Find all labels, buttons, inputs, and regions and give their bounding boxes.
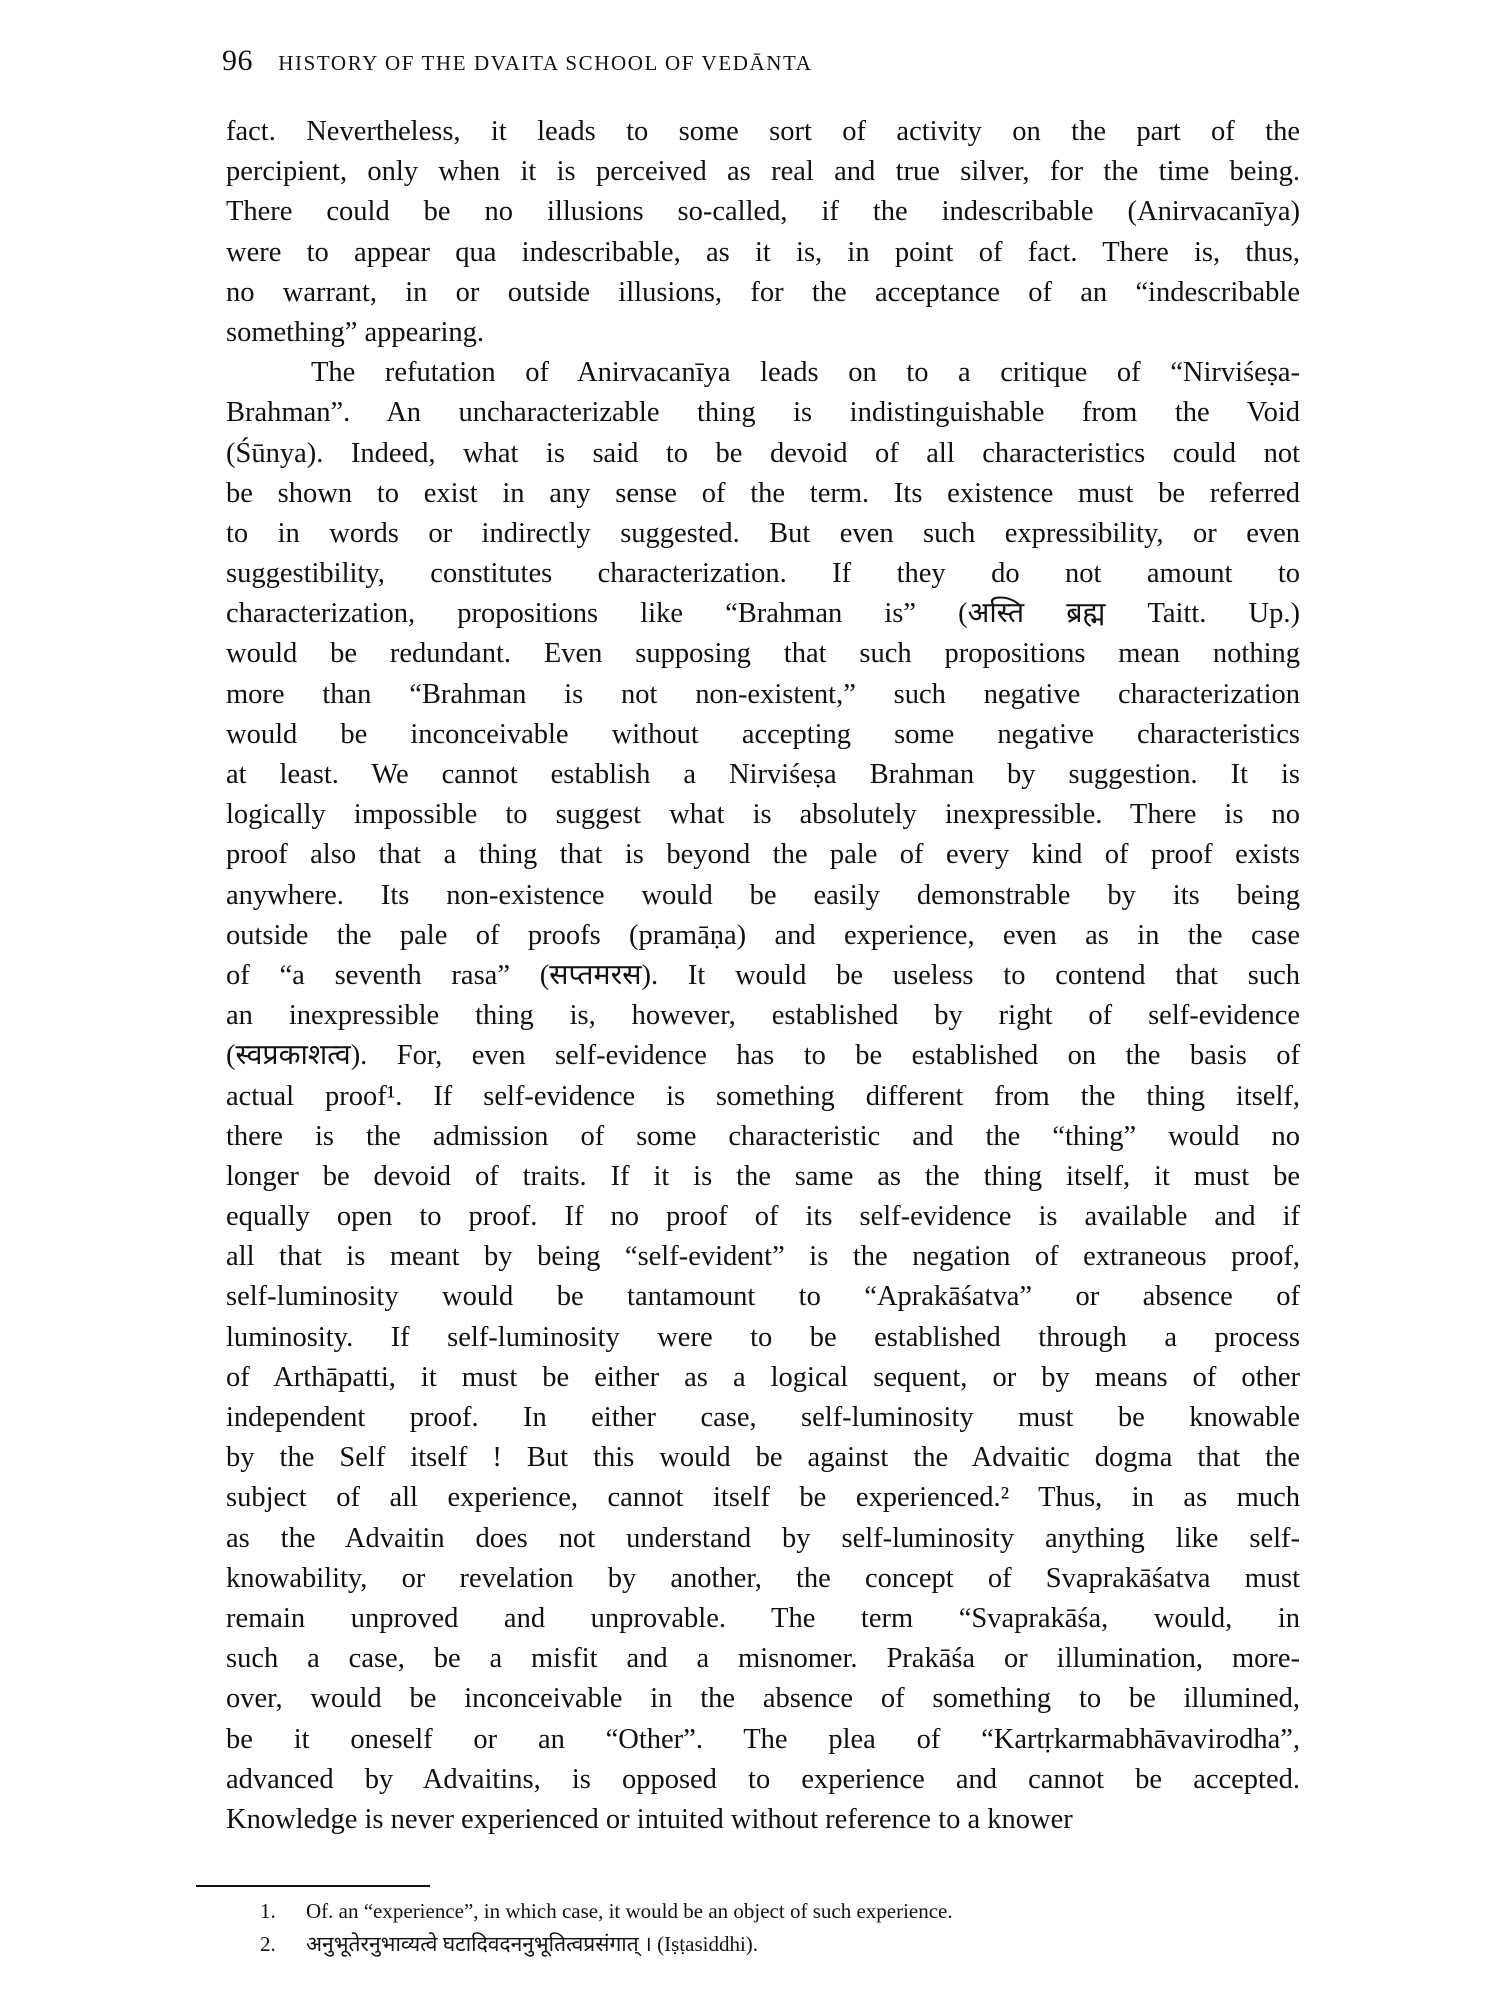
- text-line: an inexpressible thing is, however, established by right of self-evidence: [226, 1000, 1300, 1032]
- text-line: proof also that a thing that is beyond the pale of every kind of proof exists: [226, 839, 1300, 871]
- body-text: [226, 112, 1300, 1840]
- footnote-2: [260, 1928, 1290, 1961]
- book-title: HISTORY OF THE DVAITA SCHOOL OF VEDĀNTA: [278, 51, 813, 75]
- text-line: of “a seventh rasa” (सप्तमरस). It would be useless to contend that such: [226, 959, 1300, 991]
- text-line: longer be devoid of traits. If it is the same as the thing itself, it must be: [226, 1160, 1300, 1192]
- running-head: [222, 44, 1322, 78]
- text-line: all that is meant by being “self-evident” is the negation of extraneous proof,: [226, 1241, 1300, 1273]
- text-line: no warrant, in or outside illusions, for the acceptance of an “indescribable: [226, 276, 1300, 308]
- text-line: actual proof¹. If self-evidence is something different from the thing itself,: [226, 1080, 1300, 1112]
- page-number: 96: [222, 44, 253, 77]
- text-line: by the Self itself ! But this would be against the Advaitic dogma that the: [226, 1442, 1300, 1474]
- footnote-divider: [196, 1885, 430, 1887]
- text-line: suggestibility, constitutes characterization. If they do not amount to: [226, 558, 1300, 590]
- text-line: equally open to proof. If no proof of its self-evidence is available and if: [226, 1201, 1300, 1233]
- footnote-text: अनुभूतेरनुभाव्यत्वे घटादिवदननुभूतित्वप्रसंगात् । (Iṣṭasiddhi).: [306, 1932, 759, 1956]
- text-line: advanced by Advaitins, is opposed to experience and cannot be accepted.: [226, 1763, 1300, 1795]
- text-line: remain unproved and unprovable. The term “Svaprakāśa, would, in: [226, 1602, 1300, 1634]
- text-line: independent proof. In either case, self-luminosity must be knowable: [226, 1402, 1300, 1433]
- text-line: there is the admission of some characteristic and the “thing” would no: [226, 1120, 1300, 1152]
- text-line: outside the pale of proofs (pramāṇa) and experience, even as in the case: [226, 919, 1300, 951]
- text-line: of Arthāpatti, it must be either as a logical sequent, or by means of other: [226, 1361, 1300, 1393]
- text-line: anywhere. Its non-existence would be easily demonstrable by its being: [226, 879, 1300, 911]
- text-line: percipient, only when it is perceived as real and true silver, for the time being.: [226, 156, 1300, 188]
- text-line: fact. Nevertheless, it leads to some sort of activity on the part of the: [226, 116, 1300, 147]
- text-line: (स्वप्रकाशत्व). For, even self-evidence has to be established on the basis of: [226, 1040, 1300, 1072]
- text-line: were to appear qua indescribable, as it is, in point of fact. There is, thus,: [226, 236, 1300, 268]
- text-line: at least. We cannot establish a Nirviśeṣa Brahman by suggestion. It is: [226, 759, 1300, 790]
- text-line: luminosity. If self-luminosity were to be established through a process: [226, 1321, 1300, 1353]
- text-line: knowability, or revelation by another, the concept of Svaprakāśatva must: [226, 1562, 1300, 1594]
- text-line: would be redundant. Even supposing that such propositions mean nothing: [226, 638, 1300, 670]
- text-line: The refutation of Anirvacanīya leads on to a critique of “Nirviśeṣa-: [311, 357, 1300, 389]
- footnote-1: [260, 1895, 1290, 1928]
- text-line: over, would be inconceivable in the absence of something to be illumined,: [226, 1683, 1300, 1715]
- paragraph-1: [226, 112, 1300, 353]
- text-line: (Śūnya). Indeed, what is said to be devoid of all characteristics could not: [226, 437, 1300, 469]
- footnotes: [260, 1895, 1290, 1961]
- text-line: subject of all experience, cannot itself be experienced.² Thus, in as much: [226, 1482, 1300, 1514]
- text-line: Knowledge is never experienced or intuited without reference to a knower: [226, 1803, 1073, 1835]
- text-line: something” appearing.: [226, 316, 485, 348]
- footnote-number: 1.: [260, 1899, 276, 1923]
- text-line: be shown to exist in any sense of the term. Its existence must be referred: [226, 477, 1300, 509]
- text-line: as the Advaitin does not understand by self-luminosity anything like self-: [226, 1522, 1300, 1554]
- text-line: logically impossible to suggest what is absolutely inexpressible. There is no: [226, 799, 1300, 831]
- text-line: There could be no illusions so-called, if the indescribable (Anirvacanīya): [226, 196, 1300, 228]
- text-line: be it oneself or an “Other”. The plea of “Kartṛkarmabhāvavirodha”,: [226, 1723, 1300, 1755]
- text-line: such a case, be a misfit and a misnomer. Prakāśa or illumination, more-: [226, 1643, 1300, 1675]
- footnote-text: Of. an “experience”, in which case, it would be an object of such experience.: [306, 1899, 953, 1923]
- text-line: to in words or indirectly suggested. But even such expressibility, or even: [226, 517, 1300, 549]
- text-line: more than “Brahman is not non-existent,” such negative characterization: [226, 678, 1300, 710]
- text-line: would be inconceivable without accepting some negative characteristics: [226, 718, 1300, 750]
- text-line: characterization, propositions like “Brahman is” (अस्ति ब्रह्म Taitt. Up.): [226, 598, 1300, 630]
- text-line: Brahman”. An uncharacterizable thing is indistinguishable from the Void: [226, 397, 1300, 429]
- footnote-number: 2.: [260, 1932, 276, 1956]
- text-line: self-luminosity would be tantamount to “Aprakāśatva” or absence of: [226, 1281, 1300, 1313]
- paragraph-2: [226, 353, 1300, 1840]
